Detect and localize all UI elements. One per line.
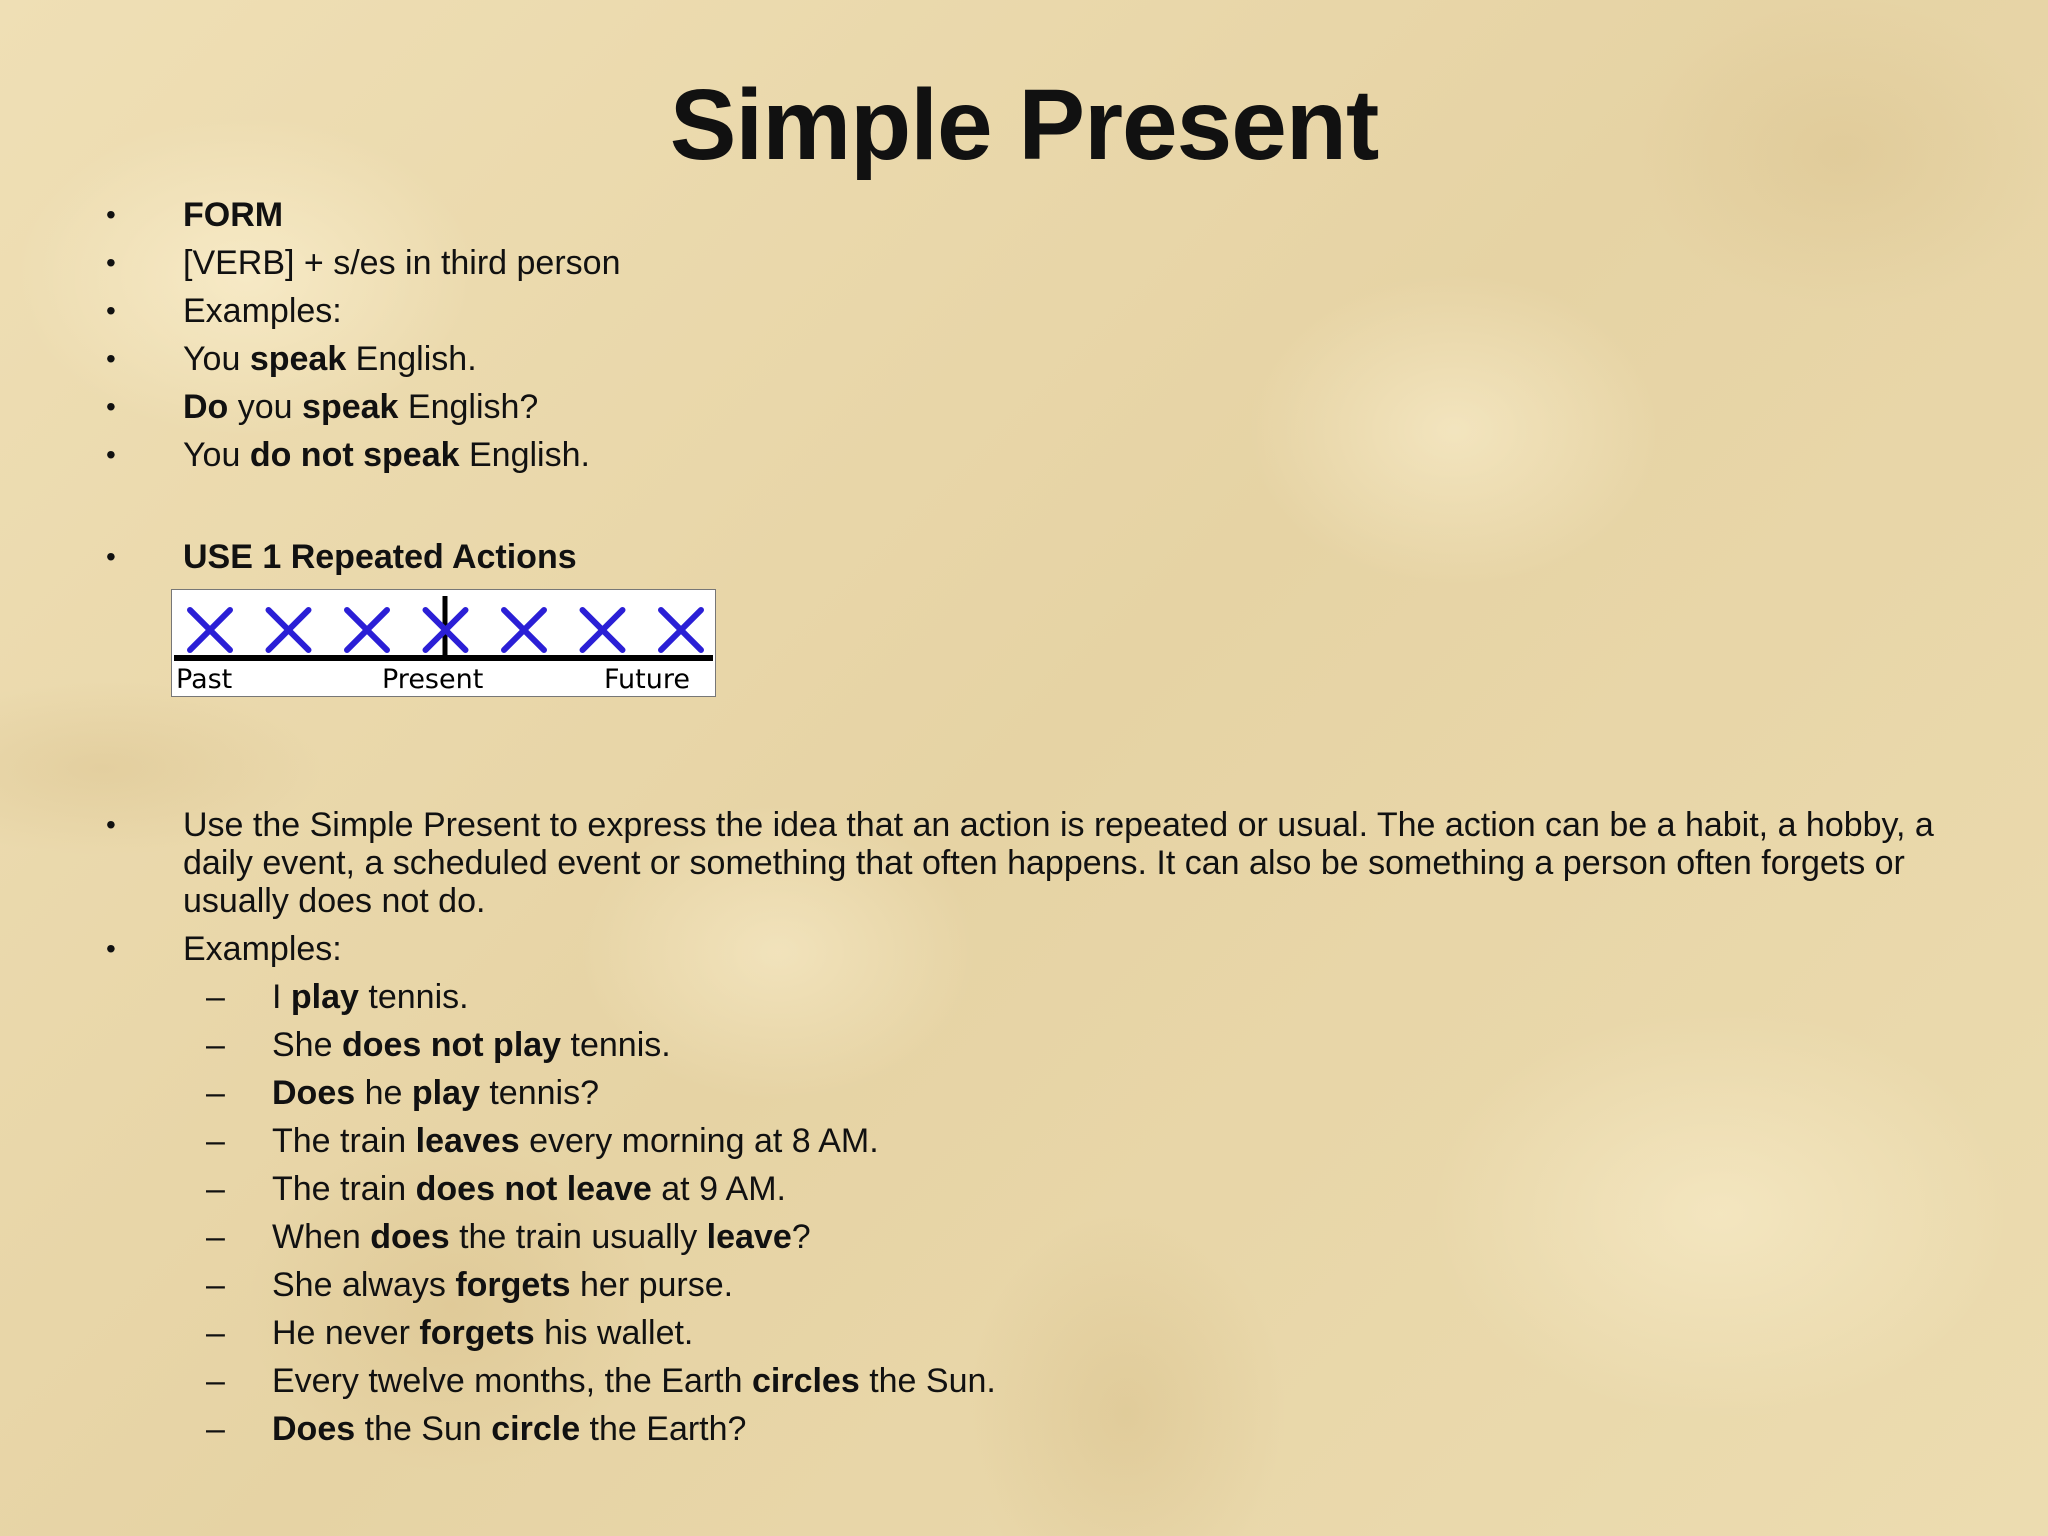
dash-icon: –	[206, 1026, 225, 1064]
text-segment: Every twelve months, the Earth	[272, 1362, 752, 1400]
dash-icon: –	[206, 1170, 225, 1208]
bold-segment: play	[290, 978, 359, 1016]
text-segment: her purse.	[570, 1266, 734, 1304]
text-segment: The train	[272, 1122, 416, 1160]
text-segment: English.	[346, 340, 477, 378]
text-segment: I	[272, 978, 291, 1016]
bullet-icon: •	[106, 343, 116, 374]
form-examples-label: Examples:	[183, 292, 342, 330]
text-segment: ?	[791, 1218, 811, 1256]
dash-icon: –	[206, 1314, 225, 1352]
use1-example	[272, 1122, 879, 1160]
text-segment: English?	[398, 388, 539, 426]
bold-segment: forgets	[419, 1314, 535, 1352]
text-segment: the train usually	[449, 1218, 707, 1256]
use1-example	[272, 1314, 693, 1352]
bullet-icon: •	[106, 295, 116, 326]
text-segment: the Earth?	[580, 1410, 747, 1448]
use1-example	[272, 978, 469, 1016]
slide-title: Simple Present	[669, 69, 1379, 181]
timeline-svg	[172, 590, 715, 696]
bullet-icon: •	[106, 933, 116, 964]
use1-example	[272, 1362, 996, 1400]
text-segment: tennis?	[479, 1074, 599, 1112]
text-segment: the Sun	[355, 1410, 492, 1448]
text-segment: tennis.	[358, 978, 469, 1016]
action-mark-x	[190, 610, 230, 650]
dash-icon: –	[206, 1122, 225, 1160]
use1-example	[272, 1266, 733, 1304]
timeline-label-past: Past	[176, 664, 233, 695]
text-segment: She always	[272, 1266, 456, 1304]
bullet-icon: •	[106, 541, 116, 572]
dash-icon: –	[206, 1074, 225, 1112]
bold-segment: circles	[751, 1362, 860, 1400]
use1-examples-label: Examples:	[183, 930, 342, 968]
bold-segment: speak	[302, 388, 399, 426]
bold-segment: leave	[706, 1218, 792, 1256]
use1-heading: USE 1 Repeated Actions	[183, 538, 577, 576]
bold-segment: speak	[249, 340, 347, 378]
text-segment: tennis.	[561, 1026, 671, 1064]
dash-icon: –	[206, 1266, 225, 1304]
bold-segment: does	[370, 1218, 450, 1256]
bullet-icon: •	[106, 439, 116, 470]
text-segment: at 9 AM.	[651, 1170, 787, 1208]
text-segment: When	[272, 1218, 371, 1256]
text-segment: He never	[272, 1314, 420, 1352]
text-segment: the Sun.	[859, 1362, 996, 1400]
action-mark-x	[583, 610, 623, 650]
text-segment: every morning at 8 AM.	[519, 1122, 879, 1160]
text-segment: you	[228, 388, 303, 426]
form-example	[183, 340, 477, 378]
bullet-icon: •	[106, 809, 116, 840]
text-segment: he	[355, 1074, 412, 1112]
bold-segment: circle	[491, 1410, 581, 1448]
dash-icon: –	[206, 978, 225, 1016]
text-segment: English.	[459, 436, 590, 474]
form-rule: [VERB] + s/es in third person	[183, 244, 621, 282]
use1-example	[272, 1218, 811, 1256]
bold-segment: play	[411, 1074, 480, 1112]
text-segment: You	[183, 436, 250, 474]
bold-segment: leaves	[415, 1122, 520, 1160]
dash-icon: –	[206, 1410, 225, 1448]
bold-segment: forgets	[455, 1266, 571, 1304]
text-segment: his wallet.	[534, 1314, 694, 1352]
text-segment: You	[183, 340, 250, 378]
form-example	[183, 436, 590, 474]
bullet-icon: •	[106, 199, 116, 230]
timeline-diagram	[171, 589, 716, 697]
form-heading: FORM	[183, 196, 284, 234]
action-mark-x	[269, 610, 309, 650]
action-mark-x	[347, 610, 387, 650]
dash-icon: –	[206, 1218, 225, 1256]
use1-description: Use the Simple Present to express the idea that an action is repeated or usual. The action can be a habit, a hobby, a daily event, a scheduled event or something that often happens. It can also be something a person often forgets or usually does not do.	[183, 806, 1934, 920]
text-segment: The train	[272, 1170, 416, 1208]
bullet-icon: •	[106, 247, 116, 278]
bold-segment: does not leave	[415, 1170, 652, 1208]
bold-segment: Do	[183, 388, 229, 426]
form-example	[183, 388, 538, 426]
bold-segment: Does	[272, 1410, 356, 1448]
use1-example	[272, 1074, 599, 1112]
timeline-label-present: Present	[382, 664, 484, 695]
bold-segment: does not play	[341, 1026, 562, 1064]
action-mark-x	[504, 610, 544, 650]
bullet-icon: •	[106, 391, 116, 422]
action-mark-x	[661, 610, 701, 650]
bold-segment: do not speak	[249, 436, 460, 474]
text-segment: She	[272, 1026, 342, 1064]
use1-example	[272, 1026, 671, 1064]
use1-example	[272, 1170, 786, 1208]
use1-example	[272, 1410, 746, 1448]
bold-segment: Does	[272, 1074, 356, 1112]
timeline-label-future: Future	[604, 664, 690, 695]
dash-icon: –	[206, 1362, 225, 1400]
